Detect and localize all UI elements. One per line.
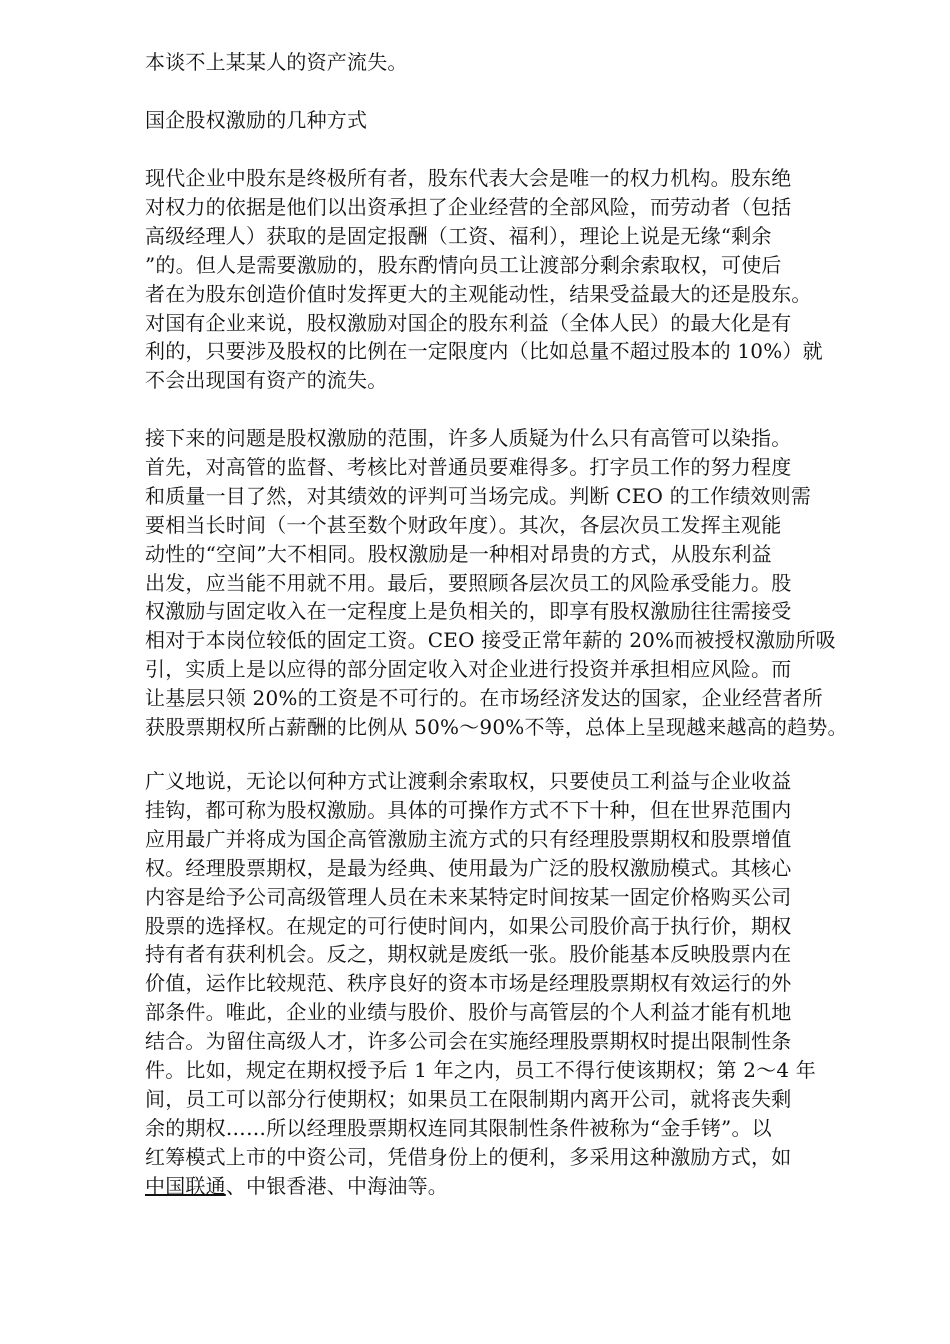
paragraph-line: 内容是给予公司高级管理人员在未来某特定时间按某一固定价格购买公司 [145, 884, 792, 909]
paragraph-1 [145, 164, 885, 395]
paragraph-line: 余的期权……所以经理股票期权连同其限制性条件被称为“金手铐”。以 [145, 1115, 772, 1140]
paragraph-line: 者在为股东创造价值时发挥更大的主观能动性，结果受益最大的还是股东。 [145, 281, 812, 306]
section-title: 国企股权激励的几种方式 [145, 108, 368, 132]
paragraph-line: 持有者有获利机会。反之，期权就是废纸一张。股价能基本反映股票内在 [145, 942, 792, 967]
paragraph-line: 间，员工可以部分行使期权；如果员工在限制期内离开公司，就将丧失剩 [145, 1086, 792, 1111]
intro-line: 本谈不上某某人的资产流失。 [145, 50, 408, 74]
paragraph-3 [145, 767, 885, 1201]
paragraph-line: 对国有企业来说，股权激励对国企的股东利益（全体人民）的最大化是有 [145, 310, 792, 335]
paragraph-line: 应用最广并将成为国企高管激励主流方式的只有经理股票期权和股票增值 [145, 826, 792, 851]
paragraph-line: 广义地说，无论以何种方式让渡剩余索取权，只要使员工利益与企业收益 [145, 769, 792, 793]
section-title-block [145, 106, 885, 135]
paragraph-line: 和质量一目了然，对其绩效的评判可当场完成。判断 CEO 的工作绩效则需 [145, 483, 812, 508]
paragraph-line: ”的。但人是需要激励的，股东酌情向员工让渡部分剩余索取权，可使后 [145, 252, 782, 277]
last-line-text: 、中银香港、中海油等。 [225, 1173, 449, 1198]
paragraph-line: 价值，运作比较规范、秩序良好的资本市场是经理股票期权有效运行的外 [145, 971, 792, 996]
paragraph-line: 动性的“空间”大不相同。股权激励是一种相对昂贵的方式，从股东利益 [145, 541, 772, 566]
paragraph-line: 股票的选择权。在规定的可行使时间内，如果公司股价高于执行价，期权 [145, 913, 792, 938]
paragraph-line: 高级经理人）获取的是固定报酬（工资、福利），理论上说是无缘“剩余 [145, 223, 772, 248]
paragraph-line: 要相当长时间（一个甚至数个财政年度）。其次，各层次员工发挥主观能 [145, 512, 782, 537]
paragraph-line: 权。经理股票期权，是最为经典、使用最为广泛的股权激励模式。其核心 [145, 855, 792, 880]
paragraph-line: 引，实质上是以应得的部分固定收入对企业进行投资并承担相应风险。而 [145, 657, 792, 682]
paragraph-line: 首先，对高管的监督、考核比对普通员要难得多。打字员工作的努力程度 [145, 454, 792, 479]
paragraph-line: 部条件。唯此，企业的业绩与股价、股价与高管层的个人利益才能有机地 [145, 1000, 792, 1025]
last-paragraph-line [145, 1172, 885, 1201]
paragraph-line: 件。比如，规定在期权授予后 1 年之内，员工不得行使该期权；第 2～4 年 [145, 1058, 817, 1083]
paragraph-2 [145, 424, 885, 742]
intro-paragraph [145, 48, 885, 77]
paragraph-line: 相对于本岗位较低的固定工资。CEO 接受正常年薪的 20%而被授权激励所吸 [145, 628, 836, 653]
paragraph-line: 出发，应当能不用就不用。最后，要照顾各层次员工的风险承受能力。股 [145, 570, 792, 595]
paragraph-line: 获股票期权所占薪酬的比例从 50%～90%不等，总体上呈现越来越高的趋势。 [145, 715, 848, 740]
paragraph-line: 让基层只领 20%的工资是不可行的。在市场经济发达的国家，企业经营者所 [145, 686, 823, 711]
paragraph-line: 利的，只要涉及股权的比例在一定限度内（比如总量不超过股本的 10%）就 [145, 339, 823, 364]
paragraph-line: 接下来的问题是股权激励的范围，许多人质疑为什么只有高管可以染指。 [145, 426, 792, 450]
paragraph-line: 权激励与固定收入在一定程度上是负相关的，即享有股权激励往往需接受 [145, 599, 792, 624]
paragraph-line: 对权力的依据是他们以出资承担了企业经营的全部风险，而劳动者（包括 [145, 194, 792, 219]
china-unicom-link[interactable]: 中国联通 [145, 1173, 226, 1198]
paragraph-line: 不会出现国有资产的流失。 [145, 368, 388, 393]
paragraph-line: 现代企业中股东是终极所有者，股东代表大会是唯一的权力机构。股东绝 [145, 166, 792, 190]
paragraph-line: 红筹模式上市的中资公司，凭借身份上的便利，多采用这种激励方式，如 [145, 1144, 792, 1169]
paragraph-line: 结合。为留住高级人才，许多公司会在实施经理股票期权时提出限制性条 [145, 1029, 792, 1054]
paragraph-line: 挂钩，都可称为股权激励。具体的可操作方式不下十种，但在世界范围内 [145, 797, 792, 822]
